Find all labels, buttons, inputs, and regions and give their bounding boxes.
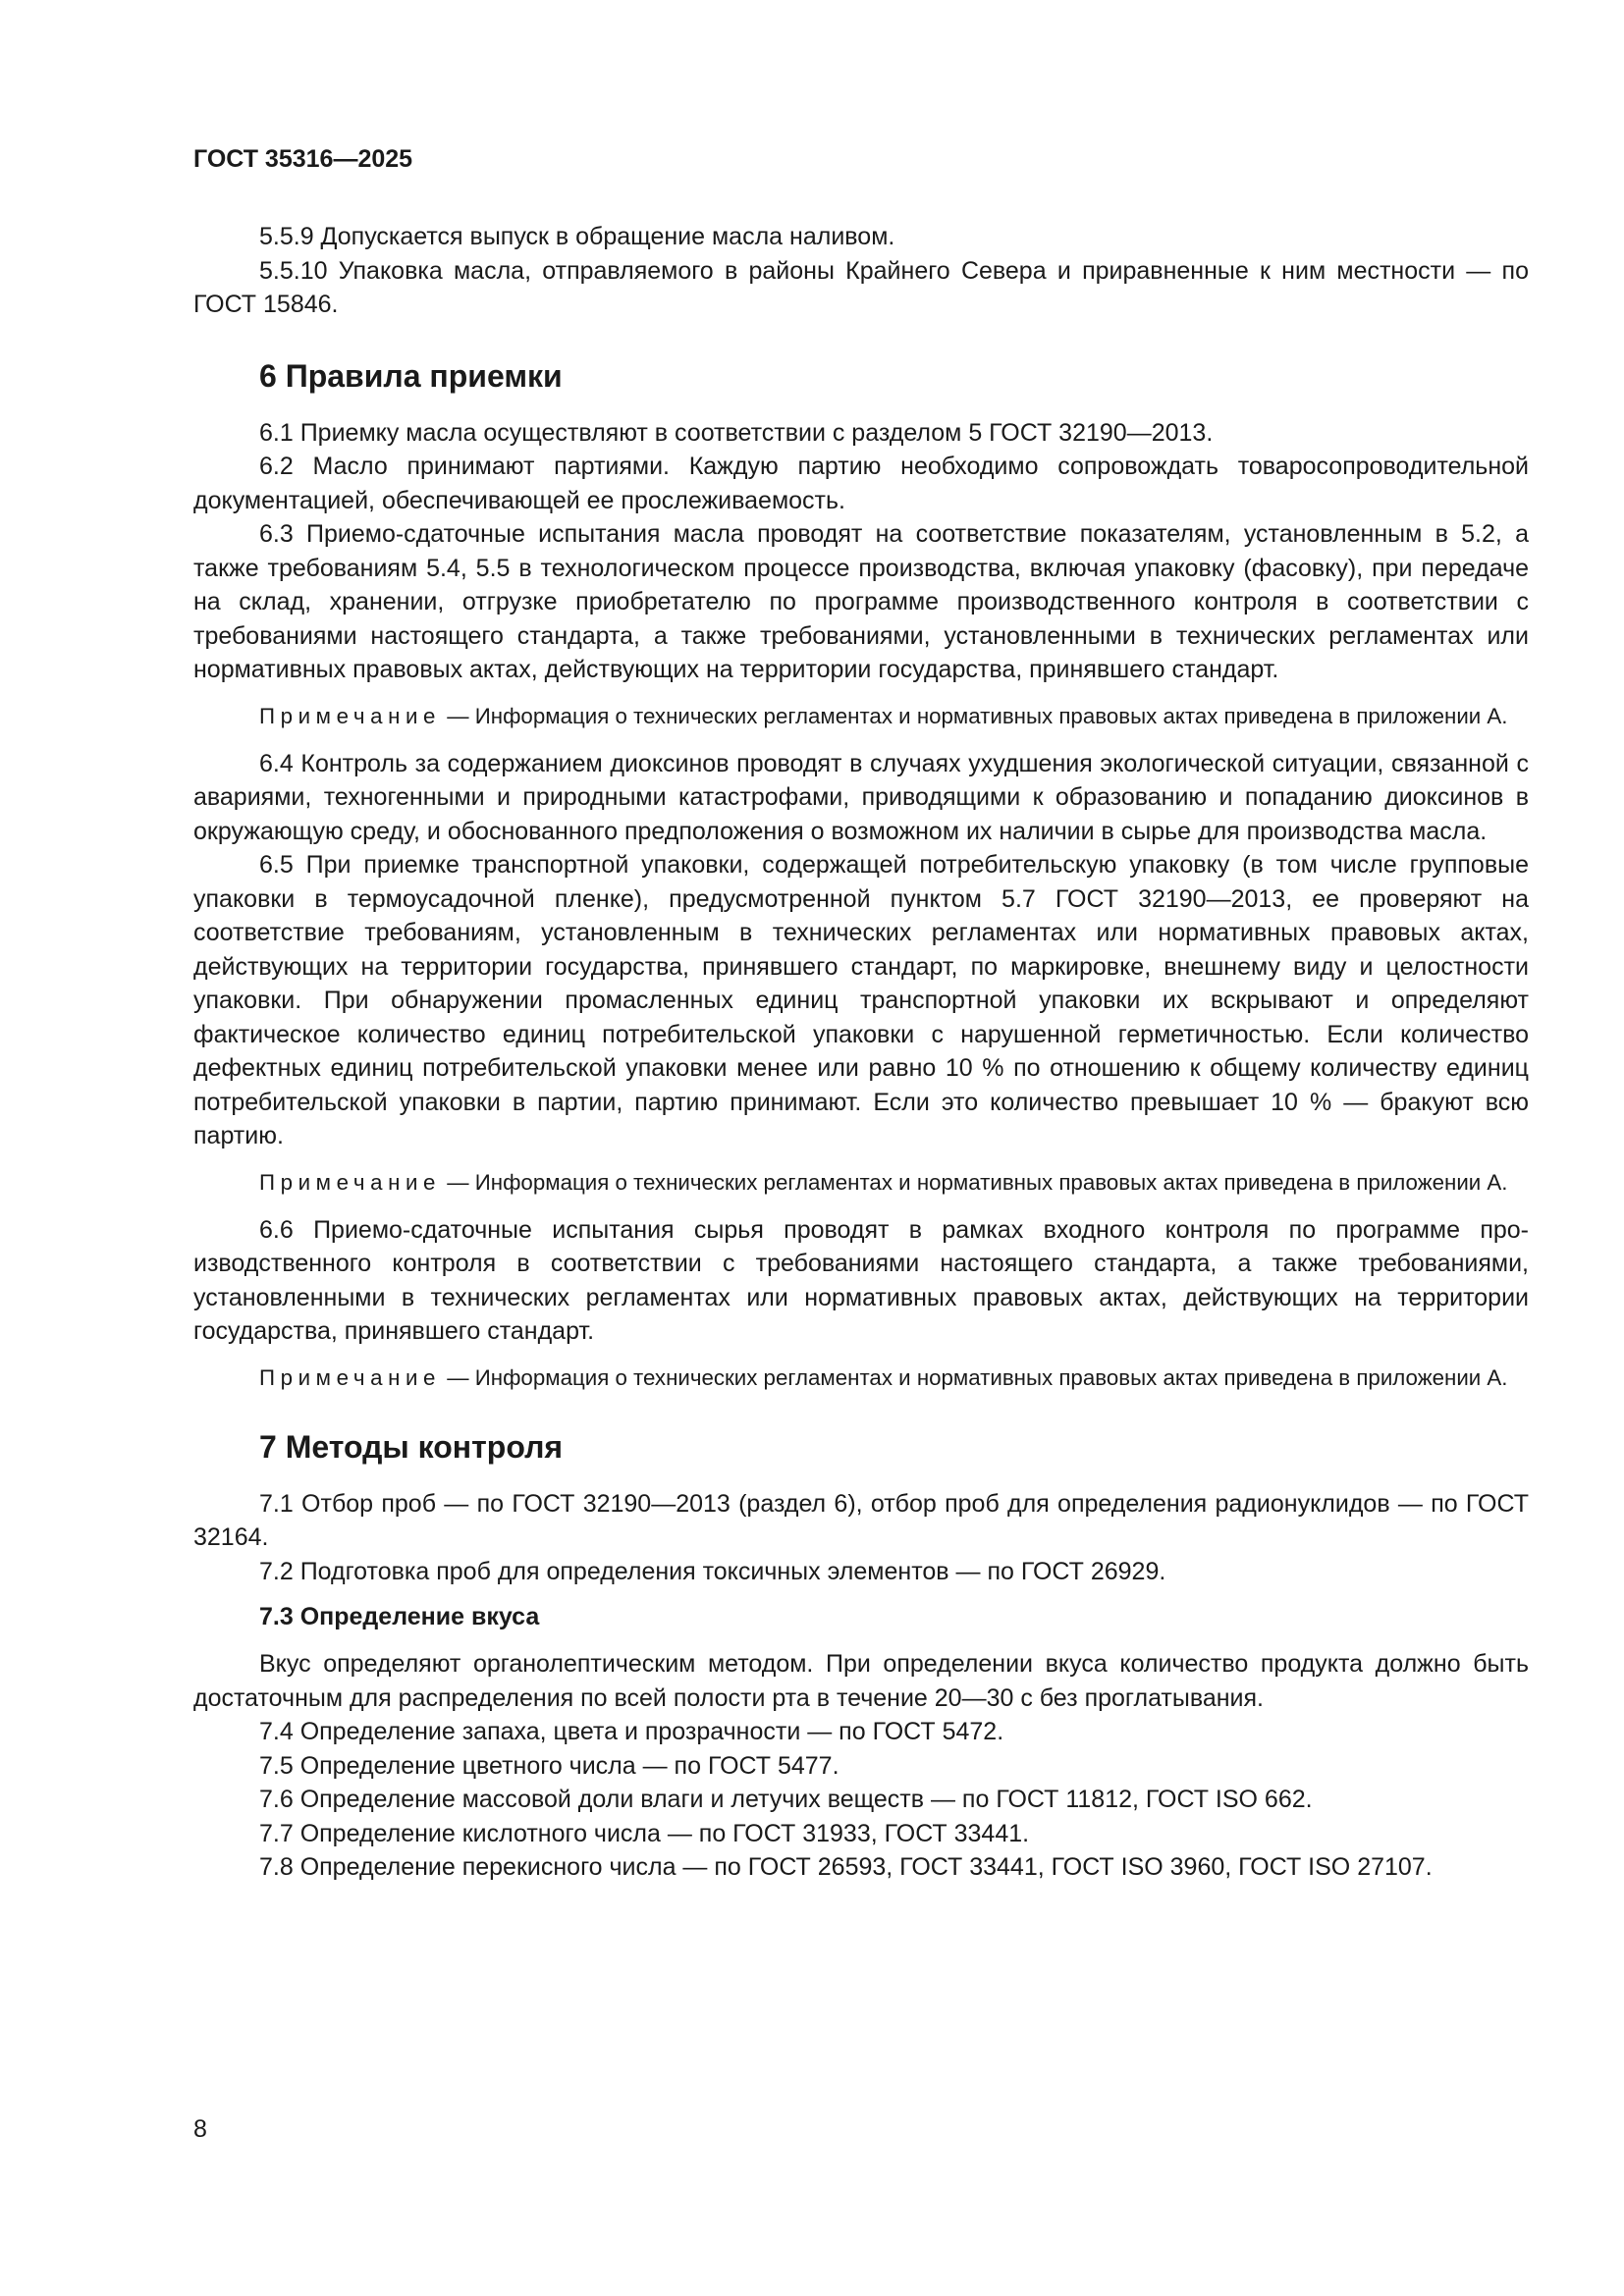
note-3-text: — Информация о технических регламентах и нормативных правовых актах приведена в приложении А. (441, 1364, 1508, 1390)
document-page (193, 145, 1529, 1885)
note-1 (193, 701, 1529, 731)
page-number: 8 (193, 2115, 207, 2143)
note-2 (193, 1167, 1529, 1198)
note-1-text: — Информация о технических регламентах и нормативных правовых актах приведена в приложении А. (441, 703, 1508, 728)
paragraph-5-5-10: 5.5.10 Упаковка масла, отправляемого в районы Крайнего Севера и приравненные к ним местности — по ГОСТ 15846. (193, 256, 1529, 318)
paragraph-7-3-text: Вкус определяют органолептическим методом. При определении вкуса количество продукта должно быть достаточным для распределения по всей полости рта в течение 20—30 с без проглатывания. (193, 1650, 1529, 1712)
paragraph-7-8: 7.8 Определение перекисного числа — по ГОСТ 26593, ГОСТ 33441, ГОСТ ISO 3960, ГОСТ ISO 27107. (259, 1853, 1433, 1881)
paragraph-7-1: 7.1 Отбор проб — по ГОСТ 32190—2013 (раздел 6), отбор проб для определения радионуклидов — по ГОСТ 32164. (193, 1489, 1529, 1551)
paragraph-7-6: 7.6 Определение массовой доли влаги и летучих веществ — по ГОСТ 11812, ГОСТ ISO 662. (259, 1786, 1313, 1813)
paragraph-6-2: 6.2 Масло принимают партиями. Каждую партию необходимо сопровождать товаросопроводительной документацией, обеспечивающей ее прослеживаемость. (193, 453, 1529, 514)
section-7-title: 7 Методы контроля (259, 1428, 564, 1465)
paragraph-7-2: 7.2 Подготовка проб для определения токсичных элементов — по ГОСТ 26929. (259, 1557, 1166, 1585)
note-2-label: Примечание (259, 1169, 442, 1195)
paragraph-6-1: 6.1 Приемку масла осуществляют в соответствии с разделом 5 ГОСТ 32190—2013. (259, 418, 1214, 447)
paragraph-5-5-9: 5.5.9 Допускается выпуск в обращение масла наливом. (259, 223, 895, 250)
paragraph-6-5: 6.5 При приемке транспортной упаковки, содержащей потребительскую упаковку (в том числе групповые упаковки в термоусадочной пленке), предусмотренной пунктом 5.7 ГОСТ 32190—2013, ее проверяют на соответствие требованиям, установленным в технических регламентах или нормативных правовых актах, действующих на территории государства, принявшего стандарт, по маркировке, внешнему виду и целостности упаковки. При обнаружении промасленных единиц транспортной упаковки их вскрывают и определяют фактическое количество единиц потребительской упаковки с нарушенной герметичностью. Если количество дефектных единиц потребительской упаковки менее или равно 10 % по отношению к общему количеству единиц потребительской упаковки в партии, партию принимают. Если это количество превышает 10 % — бракуют всю партию. (193, 851, 1529, 1149)
paragraph-6-3: 6.3 Приемо-сдаточные испытания масла проводят на соответствие показателям, установленным в 5.2, а также требованиям 5.4, 5.5 в технологическом процессе производства, включая упаковку (фасовку), при передаче на склад, хранении, отгрузке приобретателю по программе производственного контроля в соответствии с требованиями настоящего стандарта, а также требованиями, установленными в технических регламентах или нормативных правовых актах, действующих на территории государства, принявшего стандарт. (193, 520, 1529, 683)
paragraph-7-7: 7.7 Определение кислотного числа — по ГОСТ 31933, ГОСТ 33441. (259, 1819, 1030, 1847)
paragraph-7-5: 7.5 Определение цветного числа — по ГОСТ 5477. (259, 1751, 839, 1780)
subsection-7-3-title: 7.3 Определение вкуса (259, 1603, 540, 1630)
paragraph-6-6: 6.6 Приемо-сдаточные испытания сырья проводят в рамках входного контроля по программе производственного контроля в соответствии с требованиями настоящего стандарта, а также требованиями, установленными в технических регламентах или нормативных правовых актах, действующих на территории государства, принявшего стандарт. (193, 1215, 1529, 1345)
note-1-label: Примечание (259, 703, 442, 728)
paragraph-6-4: 6.4 Контроль за содержанием диоксинов проводят в случаях ухудшения экологической ситуации, связанной с авариями, техногенными и природными катастрофами, приводящими к образованию и попаданию диоксинов в окружающую среду, и обоснованного предположения о возможном их наличии в сырье для производства масла. (193, 749, 1529, 845)
note-2-text: — Информация о технических регламентах и нормативных правовых актах приведена в приложении А. (441, 1169, 1508, 1195)
document-header: ГОСТ 35316—2025 (193, 145, 413, 173)
section-6-title: 6 Правила приемки (259, 357, 563, 394)
paragraph-7-4: 7.4 Определение запаха, цвета и прозрачности — по ГОСТ 5472. (259, 1718, 1004, 1745)
note-3-label: Примечание (259, 1364, 442, 1390)
note-3 (193, 1362, 1529, 1393)
